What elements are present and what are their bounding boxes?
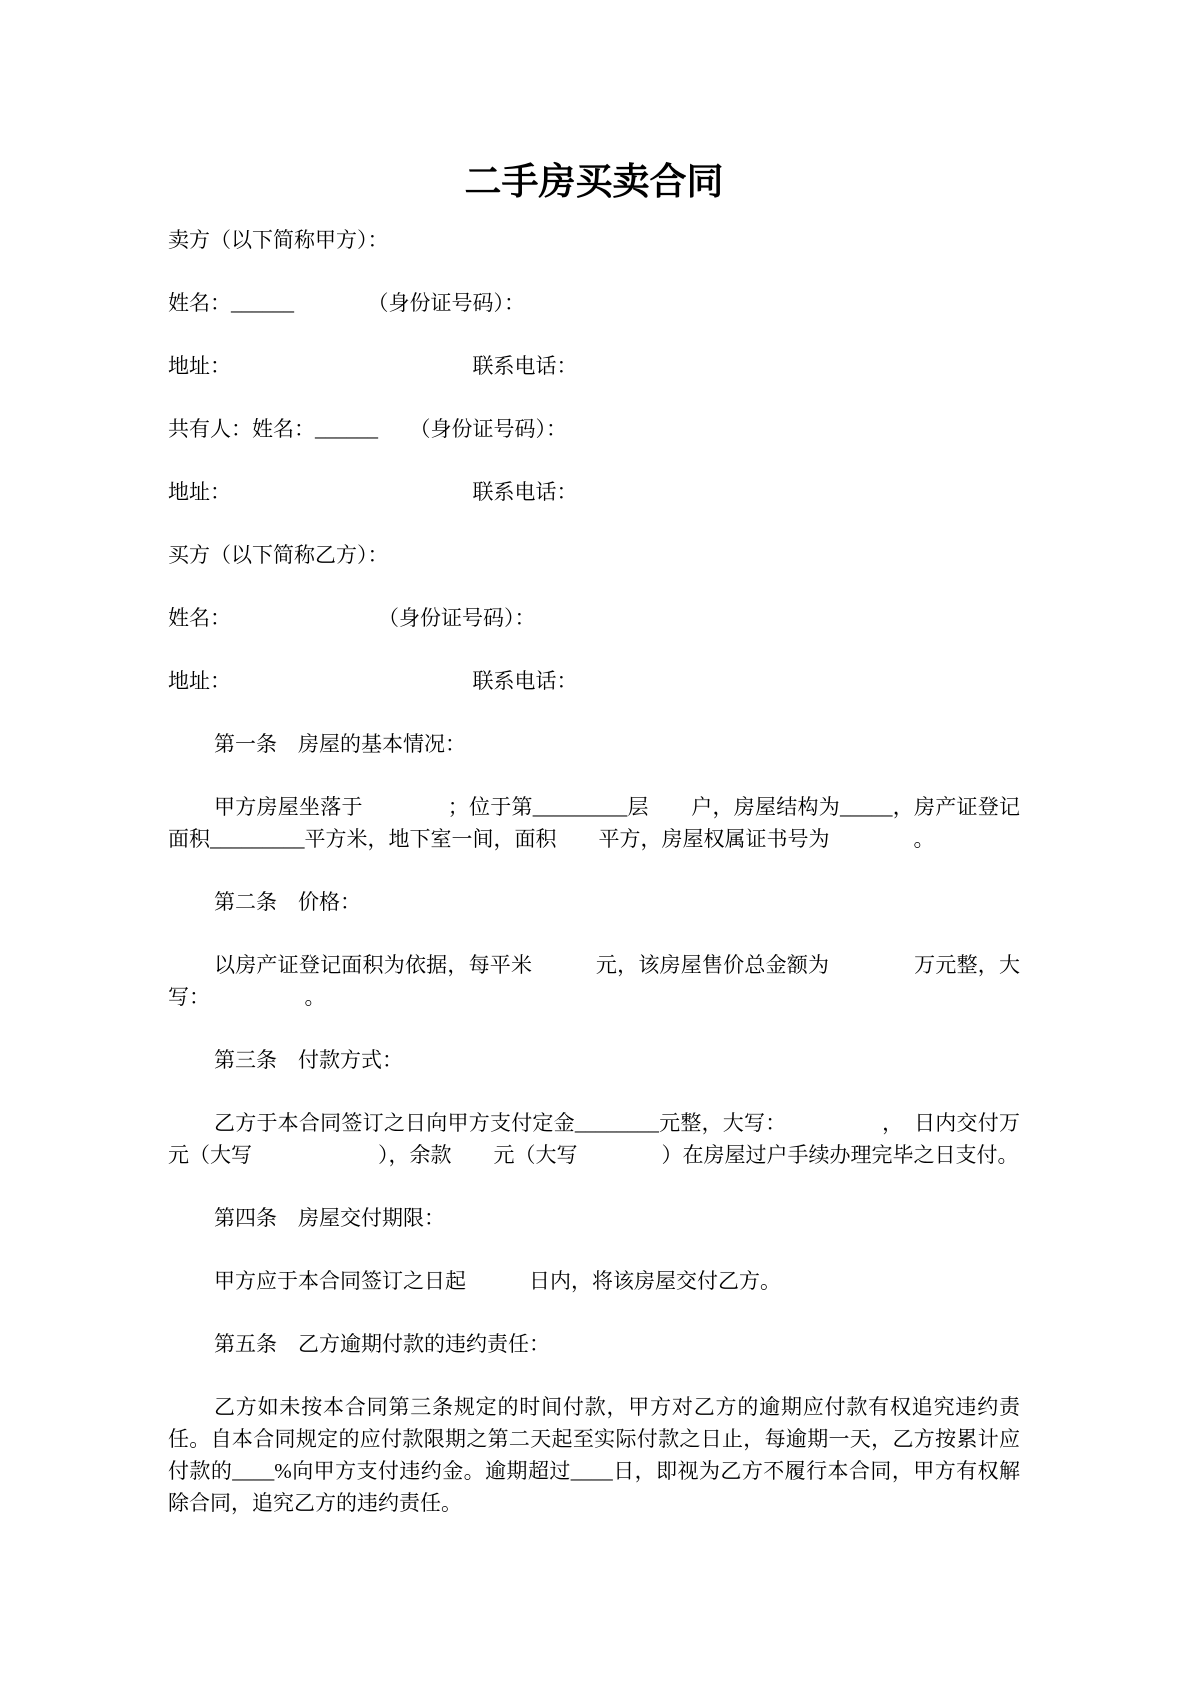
co-owner-address-line: 地址： 联系电话： bbox=[168, 480, 578, 504]
article-4-heading: 第四条 房屋交付期限： bbox=[214, 1206, 445, 1230]
buyer-heading: 买方（以下简称乙方）： bbox=[168, 543, 389, 567]
document-body bbox=[168, 224, 1020, 1519]
buyer-address-line: 地址： 联系电话： bbox=[168, 669, 578, 693]
document-title: 二手房买卖合同 bbox=[464, 162, 724, 203]
seller-address-line: 地址： 联系电话： bbox=[168, 354, 578, 378]
article-5-heading: 第五条 乙方逾期付款的违约责任： bbox=[214, 1332, 550, 1356]
article-4-body: 甲方应于本合同签订之日起 日内，将该房屋交付乙方。 bbox=[214, 1269, 781, 1293]
seller-name-line: 姓名：______ （身份证号码）： bbox=[168, 291, 525, 315]
buyer-name-line: 姓名： （身份证号码）： bbox=[168, 606, 536, 630]
article-3-heading: 第三条 付款方式： bbox=[214, 1048, 403, 1072]
seller-heading: 卖方（以下简称甲方）： bbox=[168, 228, 389, 252]
article-1-body: 甲方房屋坐落于 ；位于第_________层 户，房屋结构为_____，房产证登记面积_________平方米，地下室一间，面积 平方，房屋权属证书号为 。 bbox=[168, 795, 1020, 851]
co-owner-name-line: 共有人：姓名：______ （身份证号码）： bbox=[168, 417, 567, 441]
article-3-body: 乙方于本合同签订之日向甲方支付定金________元整，大写： ， 日内交付万元（大写 ），余款 元（大写 ）在房屋过户手续办理完毕之日支付。 bbox=[168, 1111, 1020, 1167]
article-1-heading: 第一条 房屋的基本情况： bbox=[214, 732, 466, 756]
article-2-heading: 第二条 价格： bbox=[214, 890, 361, 914]
article-2-body: 以房产证登记面积为依据，每平米 元，该房屋售价总金额为 万元整，大写： 。 bbox=[168, 953, 1020, 1009]
article-5-body: 乙方如未按本合同第三条规定的时间付款，甲方对乙方的逾期应付款有权追究违约责任。自本合同规定的应付款限期之第二天起至实际付款之日止，每逾期一天，乙方按累计应付款的____%向甲方支付违约金。逾期超过____日，即视为乙方不履行本合同，甲方有权解除合同，追究乙方的违约责任。 bbox=[168, 1395, 1020, 1515]
